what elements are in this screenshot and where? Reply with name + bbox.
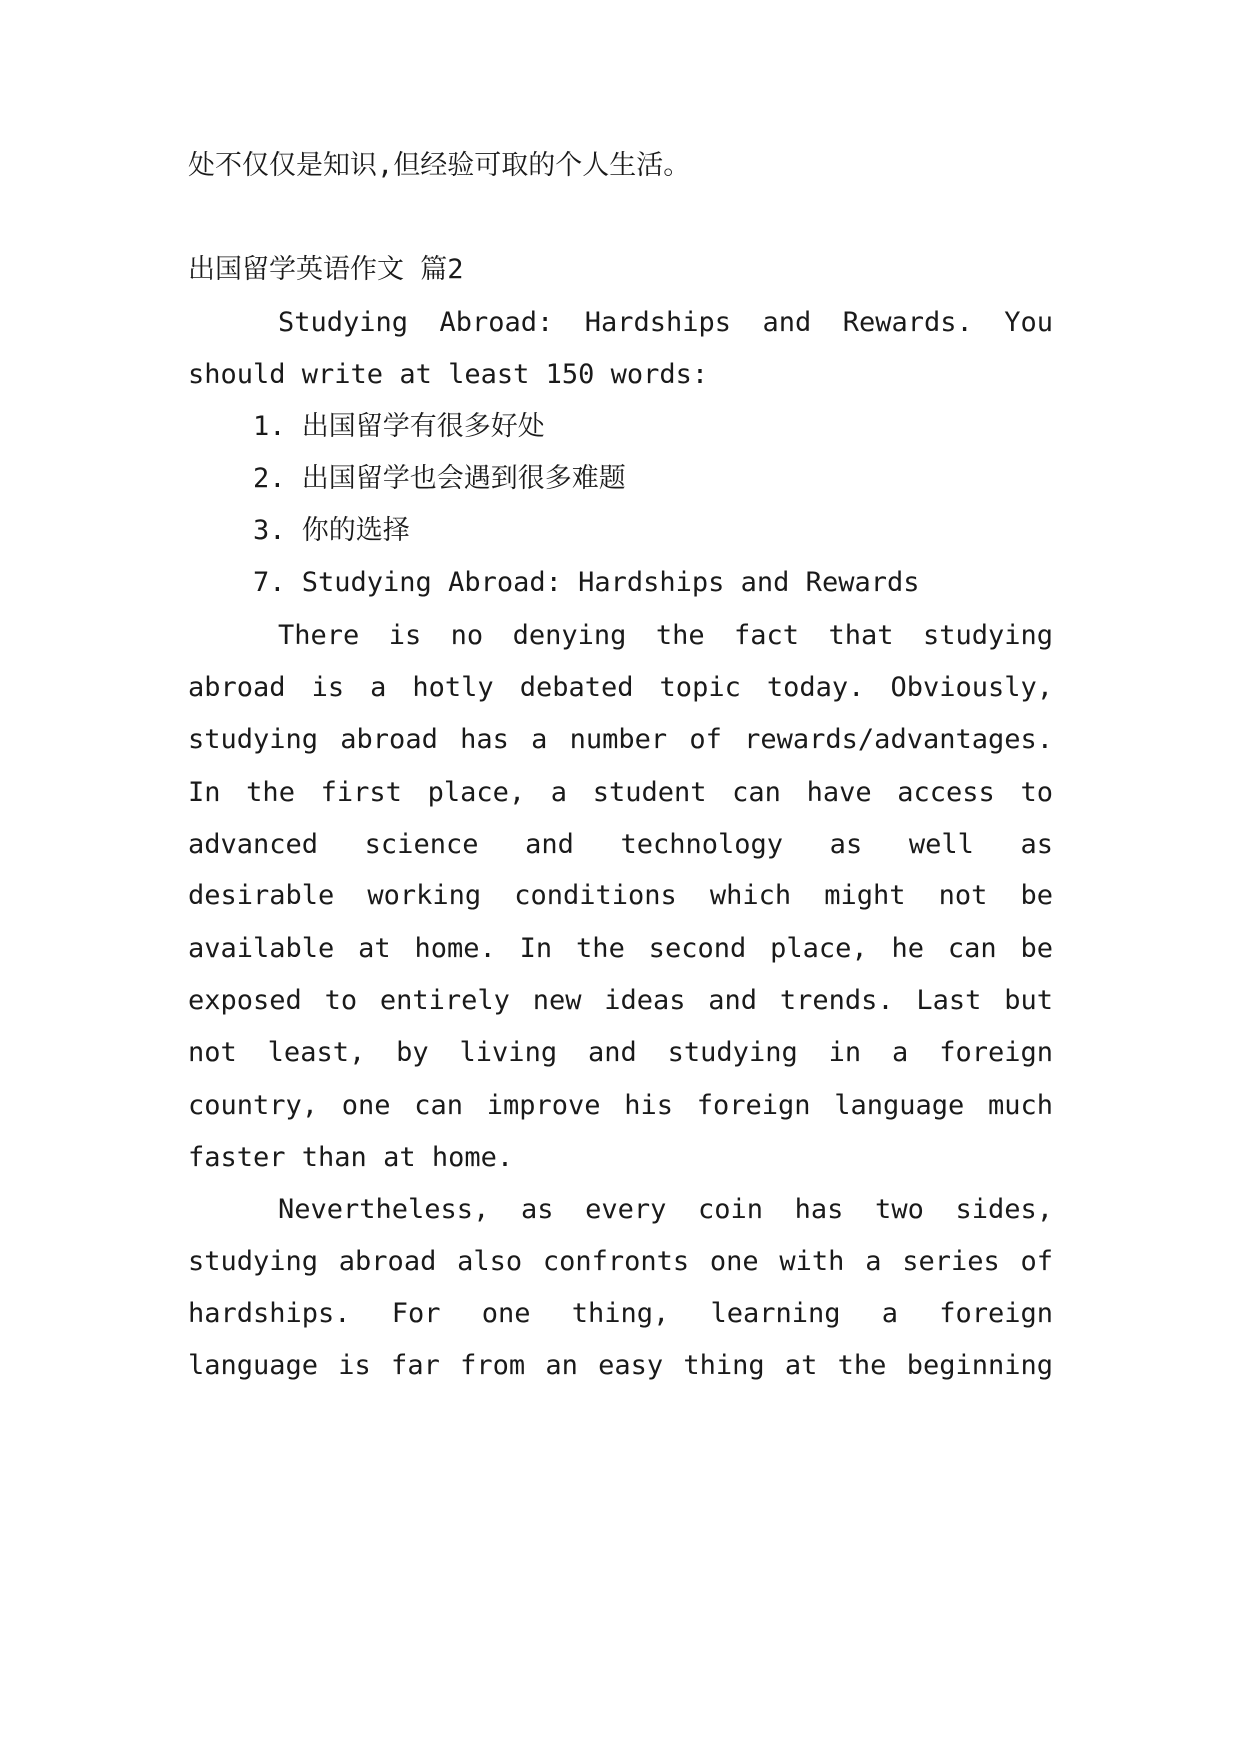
paragraph-line: studying abroad also confronts one with a series of (188, 1246, 1053, 1277)
paragraph-line: language is far from an easy thing at the beginning (188, 1350, 1053, 1381)
outline-item: 7. Studying Abroad: Hardships and Rewards (253, 567, 920, 598)
outline-item: 3. 你的选择 (253, 515, 410, 546)
paragraph-line: There is no denying the fact that studying (278, 620, 1053, 651)
outline-item: 2. 出国留学也会遇到很多难题 (253, 463, 626, 494)
paragraph-line: not least, by living and studying in a foreign (188, 1037, 1053, 1068)
paragraph-line: desirable working conditions which might not be (188, 880, 1053, 911)
prompt-line: should write at least 150 words: (188, 359, 709, 390)
paragraph-line: advanced science and technology as well as (188, 829, 1053, 860)
paragraph-line: Nevertheless, as every coin has two sides, (278, 1194, 1053, 1225)
paragraph-line: hardships. For one thing, learning a foreign (188, 1298, 1053, 1329)
paragraph-line: available at home. In the second place, he can be (188, 933, 1053, 964)
prompt-line: Studying Abroad: Hardships and Rewards. You (278, 307, 1053, 338)
paragraph-line: abroad is a hotly debated topic today. Obviously, (188, 672, 1053, 703)
paragraph-line: exposed to entirely new ideas and trends. Last but (188, 985, 1053, 1016)
outline-item: 1. 出国留学有很多好处 (253, 411, 545, 442)
section-heading: 出国留学英语作文 篇2 (188, 254, 464, 285)
paragraph-line: In the first place, a student can have access to (188, 777, 1053, 808)
paragraph-line: studying abroad has a number of rewards/advantages. (188, 724, 1053, 755)
paragraph-line: faster than at home. (188, 1142, 514, 1173)
continuation-line: 处不仅仅是知识,但经验可取的个人生活。 (188, 150, 691, 181)
paragraph-line: country, one can improve his foreign language much (188, 1090, 1053, 1121)
